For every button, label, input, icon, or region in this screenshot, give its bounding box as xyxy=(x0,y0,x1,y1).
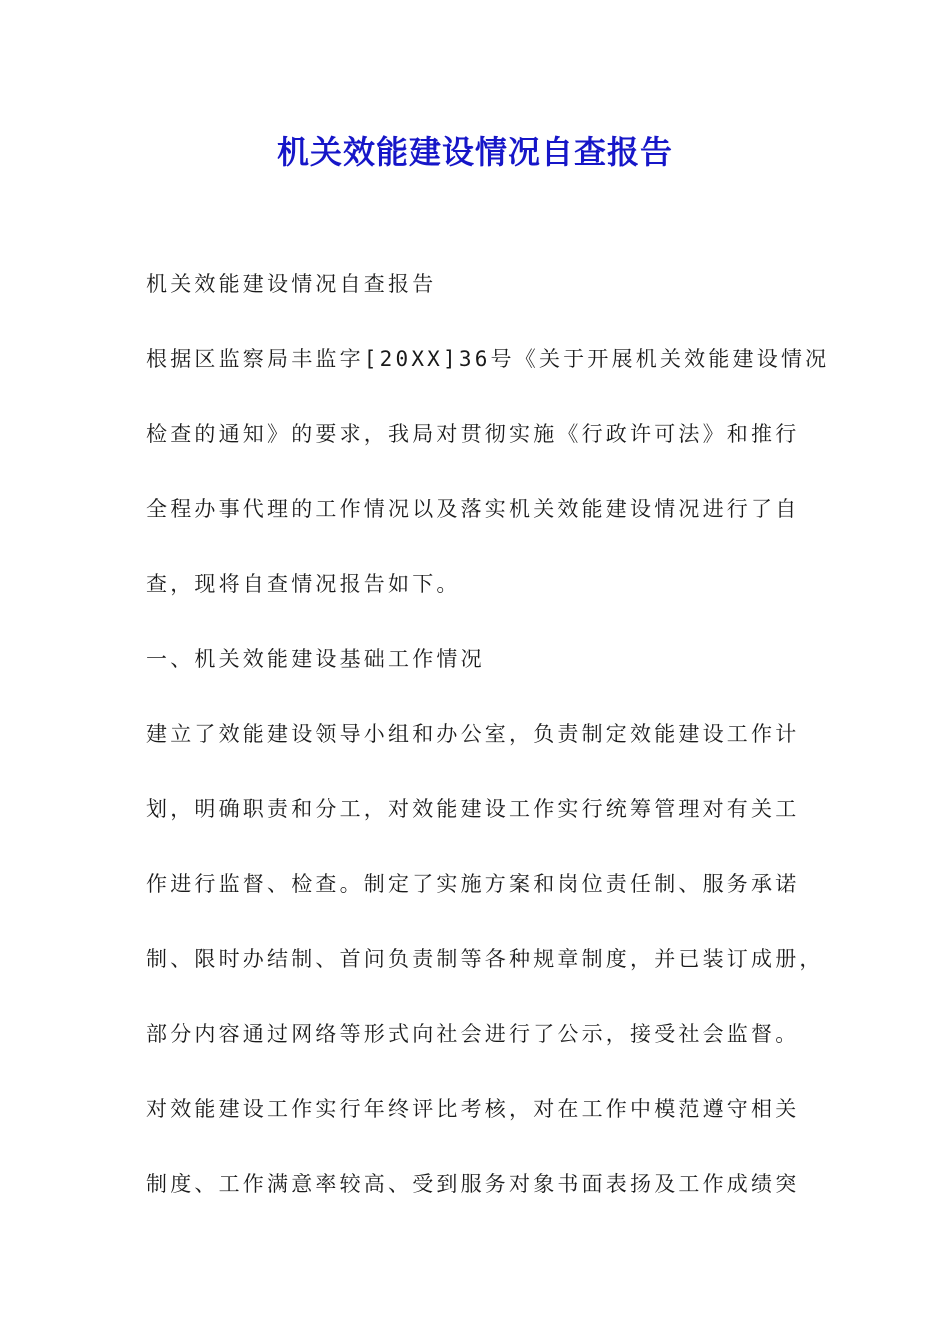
text-line: 全程办事代理的工作情况以及落实机关效能建设情况进行了自 xyxy=(146,497,800,521)
text-line: 部分内容通过网络等形式向社会进行了公示，接受社会监督。 xyxy=(146,1022,800,1046)
text-line: 查，现将自查情况报告如下。 xyxy=(146,572,461,596)
text-line: 作进行监督、检查。制定了实施方案和岗位责任制、服务承诺 xyxy=(146,872,800,896)
text-line: 制、限时办结制、首问负责制等各种规章制度，并已装订成册， xyxy=(146,947,824,971)
text-line: 制度、工作满意率较高、受到服务对象书面表扬及工作成绩突 xyxy=(146,1172,800,1196)
text-line: 划，明确职责和分工，对效能建设工作实行统筹管理对有关工 xyxy=(146,797,800,821)
section-heading: 一、机关效能建设基础工作情况 xyxy=(146,647,485,671)
text-line: 根据区监察局丰监字[20XX]36号《关于开展机关效能建设情况 xyxy=(146,347,830,371)
text-line: 对效能建设工作实行年终评比考核，对在工作中模范遵守相关 xyxy=(146,1097,800,1121)
document-title: 机关效能建设情况自查报告 xyxy=(276,133,673,171)
text-line: 建立了效能建设领导小组和办公室，负责制定效能建设工作计 xyxy=(146,722,800,746)
text-line: 检查的通知》的要求，我局对贯彻实施《行政许可法》和推行 xyxy=(146,422,800,446)
text-line-subtitle: 机关效能建设情况自查报告 xyxy=(146,272,437,296)
